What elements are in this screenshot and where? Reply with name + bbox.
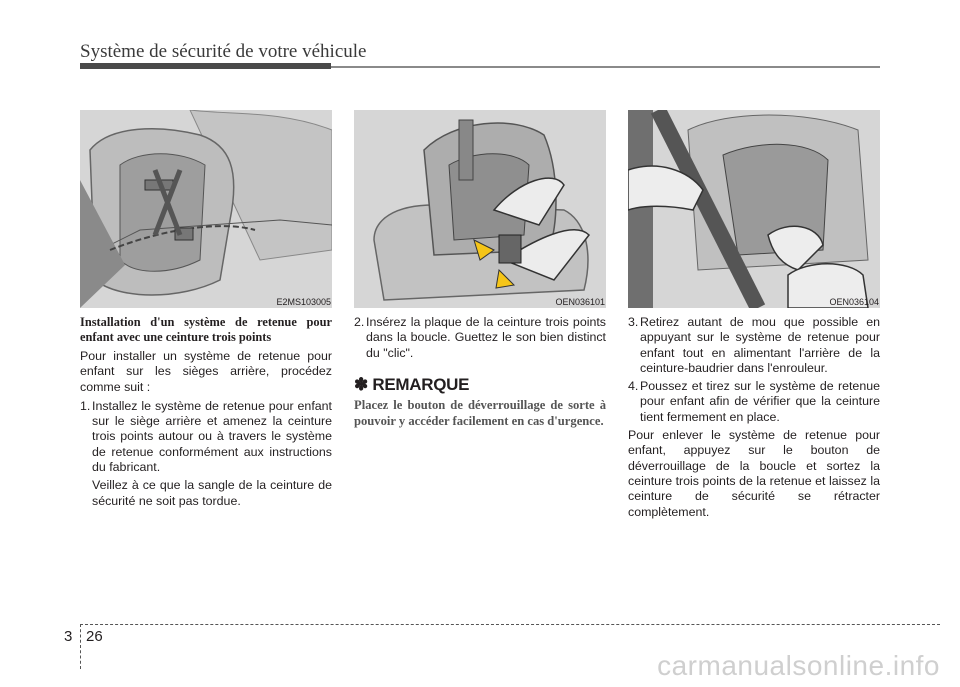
- column-1: [80, 315, 332, 513]
- page-header-title: Système de sécurité de votre véhicule: [80, 41, 367, 62]
- figure-code: E2MS103005: [276, 297, 331, 307]
- step-3: [628, 315, 880, 376]
- step-1: [80, 399, 332, 475]
- step-4: [628, 379, 880, 425]
- step-text: Poussez et tirez sur le système de retenue pour enfant afin de vérifier que la ceinture tient fermement en place.: [640, 379, 880, 424]
- removal-paragraph: Pour enlever le système de retenue pour enfant, appuyez sur le bouton de déverrouillage de la boucle et sortez la ceinture trois points de la retenue et laissez la ceinture de sécurité se rétracter complètement.: [628, 428, 880, 519]
- footer-divider: [80, 624, 81, 669]
- page-number: 26: [86, 628, 103, 645]
- figure-tighten-belt: [628, 110, 880, 308]
- step-number: 1.: [80, 398, 91, 413]
- step-text: Installez le système de retenue pour enfant sur le siège arrière et amenez la ceinture trois points autour ou à travers le système de retenue conformément aux instructions du fabricant.: [92, 398, 332, 475]
- column-2: [354, 315, 606, 429]
- tighten-belt-illustration: [628, 110, 880, 308]
- step-text: Insérez la plaque de la ceinture trois points dans la boucle. Guettez le son bien distinct du "clic".: [366, 315, 606, 360]
- step-text: Retirez autant de mou que possible en appuyant sur le système de retenue pour enfant tout en alimentant l'arrière de la ceinture-baudrier dans l'enrouleur.: [640, 315, 880, 375]
- intro-paragraph: Pour installer un système de retenue pour enfant sur les sièges arrière, procédez comme suit :: [80, 349, 332, 394]
- step-number: 4.: [628, 379, 639, 394]
- step-number: 2.: [354, 315, 365, 329]
- header-rule-accent: [80, 63, 331, 69]
- figure-buckle-insert: [354, 110, 606, 308]
- step-2: [354, 315, 606, 361]
- buckle-insert-illustration: [354, 110, 606, 308]
- chapter-number: 3: [64, 628, 73, 645]
- watermark: carmanualsonline.info: [657, 650, 940, 681]
- figure-child-seat-rear: [80, 110, 332, 308]
- column-3: [628, 315, 880, 524]
- figure-code: OEN036104: [829, 297, 879, 307]
- step-1-note: Veillez à ce que la sangle de la ceinture de sécurité ne soit pas tordue.: [92, 478, 332, 508]
- note-title: REMARQUE: [372, 374, 470, 394]
- step-number: 3.: [628, 315, 639, 329]
- note-heading: [354, 374, 606, 394]
- note-star-icon: ✽: [354, 374, 368, 394]
- footer-rule: [80, 624, 940, 625]
- child-seat-illustration: [80, 110, 332, 308]
- note-body: Placez le bouton de déverrouillage de sorte à pouvoir y accéder facilement en cas d'urgence.: [354, 398, 606, 428]
- section-heading: Installation d'un système de retenue pour enfant avec une ceinture trois points: [80, 315, 332, 344]
- figure-code: OEN036101: [555, 297, 605, 307]
